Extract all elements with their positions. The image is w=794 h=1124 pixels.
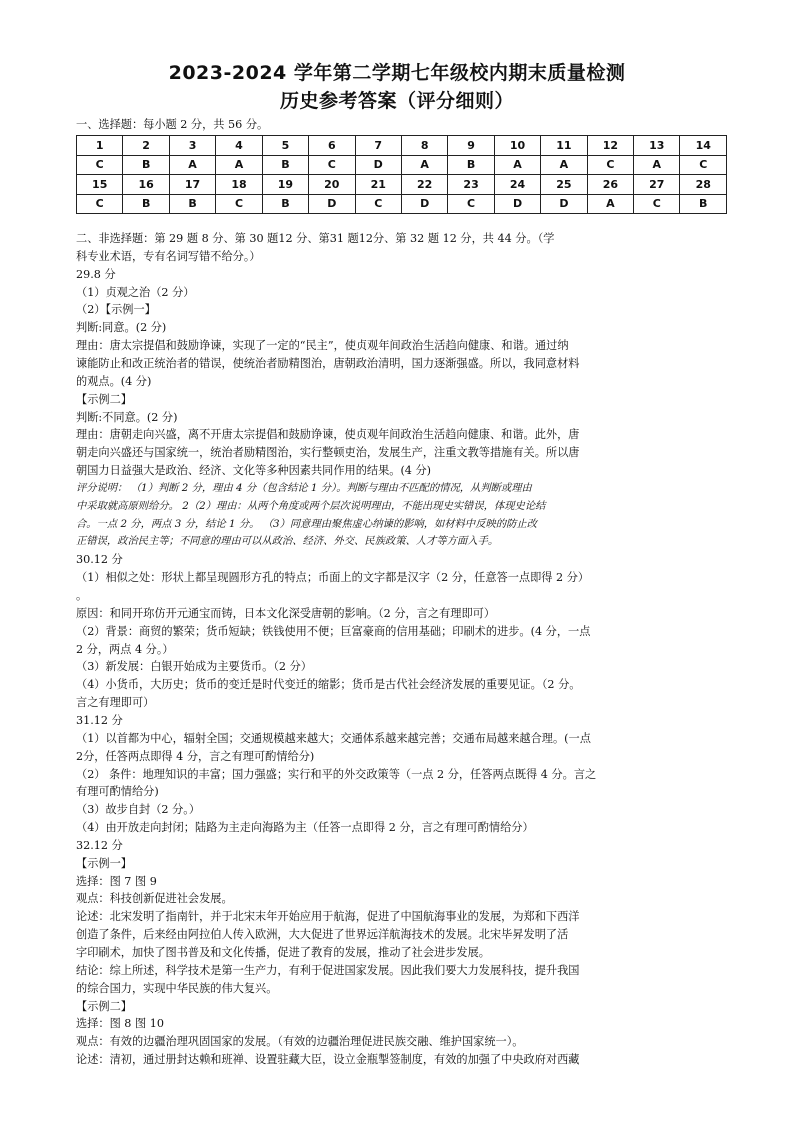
text-line: 2 分，两点 4 分。） bbox=[76, 642, 174, 656]
text-line: 。 bbox=[76, 589, 88, 602]
answer-cell: A bbox=[494, 155, 540, 175]
text-line: 32.12 分 bbox=[76, 838, 123, 852]
text-line: （2）【示例一】 bbox=[76, 303, 156, 317]
answer-cell: C bbox=[448, 194, 494, 214]
text-line: 【示例一】 bbox=[76, 856, 132, 870]
text-line: （2） 条件：地理知识的丰富；国力强盛；实行和平的外交政策等（一点 2 分，任答两点既得 4 分。言之 bbox=[76, 767, 597, 781]
text-line: 朝国力日益强大是政治、经济、文化等多种因素共同作用的结果。(4 分) bbox=[76, 464, 432, 478]
question-number-cell: 6 bbox=[309, 136, 355, 156]
text-line: 中采取就高原则给分。 2（2）理由：从两个角度或两个层次说明理由，不能出现史实错误，体现史论结 bbox=[76, 499, 546, 512]
text-line: 二、非选择题：第 29 题 8 分、第 30 题12 分、第31 题12分、第 32 题 12 分，共 44 分。（学 bbox=[76, 232, 555, 245]
text-line: 创造了条件，后来经由阿拉伯人传入欧洲，大大促进了世界远洋航海技术的发展。北宋毕昇发明了活 bbox=[76, 928, 569, 942]
question-number-cell: 20 bbox=[309, 175, 355, 195]
text-line: （2）背景：商贸的繁荣；货币短缺；铁钱使用不便；巨富豪商的信用基础；印刷术的进步。(4 分，一点 bbox=[76, 624, 591, 638]
answer-cell: A bbox=[401, 155, 447, 175]
text-line: 谏能防止和改正统治者的错误，使统治者励精图治，唐朝政治清明，国力逐渐强盛。所以，我同意材料 bbox=[76, 356, 580, 370]
text-line: 【示例二】 bbox=[76, 392, 132, 406]
text-line: 31.12 分 bbox=[76, 713, 123, 727]
answer-cell: C bbox=[355, 194, 401, 214]
question-number-cell: 28 bbox=[680, 175, 727, 195]
text-line: 2分，任答两点即得 4 分，言之有理可酌情给分) bbox=[76, 749, 315, 763]
document-title: 2023-2024 学年第二学期七年级校内期末质量检测 bbox=[168, 62, 626, 84]
answer-cell: A bbox=[169, 155, 215, 175]
text-line: 理由：唐朝走向兴盛，离不开唐太宗提倡和鼓励诤谏，使贞观年间政治生活趋向健康、和谐。此外，唐 bbox=[76, 428, 580, 442]
question-number-cell: 2 bbox=[123, 136, 169, 156]
answer-cell: C bbox=[77, 194, 123, 214]
text-line: 言之有理即可） bbox=[76, 696, 155, 710]
section-heading-choice: 一、选择题：每小题 2 分，共 56 分。 bbox=[76, 118, 269, 131]
question-number-cell: 4 bbox=[216, 136, 262, 156]
text-line: 论述：清初，通过册封达赖和班禅、设置驻藏大臣，设立金瓶掣签制度，有效的加强了中央政府对西藏 bbox=[76, 1053, 580, 1067]
answer-cell: B bbox=[262, 155, 308, 175]
question-number-row bbox=[77, 136, 727, 156]
answer-cell: D bbox=[401, 194, 447, 214]
text-line: 正错误，政治民主等；不同意的理由可以从政治、经济、外交、民族政策、人才等方面入手。 bbox=[76, 535, 499, 548]
question-number-cell: 17 bbox=[169, 175, 215, 195]
answer-cell: A bbox=[216, 155, 262, 175]
document-subtitle: 历史参考答案（评分细则） bbox=[279, 90, 514, 112]
text-line: 合。一点 2 分，两点 3 分，结论 1 分。 （3）同意理由聚焦虚心纳谏的影响，如材料中反映的防止改 bbox=[76, 517, 537, 530]
answer-cell: D bbox=[541, 194, 587, 214]
answer-cell: C bbox=[680, 155, 727, 175]
text-line: （1）贞观之治（2 分） bbox=[76, 285, 195, 299]
answer-cell: C bbox=[587, 155, 633, 175]
question-number-cell: 9 bbox=[448, 136, 494, 156]
question-number-cell: 10 bbox=[494, 136, 540, 156]
question-number-cell: 13 bbox=[634, 136, 680, 156]
text-line: （3）故步自封（2 分。） bbox=[76, 803, 201, 817]
answer-cell: B bbox=[680, 194, 727, 214]
answer-cell: D bbox=[309, 194, 355, 214]
text-line: 的综合国力，实现中华民族的伟大复兴。 bbox=[76, 981, 278, 995]
text-line: （4）小货币，大历史；货币的变迁是时代变迁的缩影；货币是古代社会经济发展的重要见证。（2 分。 bbox=[76, 678, 581, 692]
answer-cell: B bbox=[123, 155, 169, 175]
answer-cell: C bbox=[216, 194, 262, 214]
text-line: （4）由开放走向封闭；陆路为主走向海路为主（任答一点即得 2 分，言之有理可酌情给分） bbox=[76, 821, 534, 835]
answer-cell: C bbox=[77, 155, 123, 175]
question-number-cell: 22 bbox=[401, 175, 447, 195]
question-number-cell: 8 bbox=[401, 136, 447, 156]
text-line: 有理可酌情给分) bbox=[76, 785, 159, 799]
question-number-cell: 25 bbox=[541, 175, 587, 195]
text-line: 科专业术语，专有名词写错不给分。） bbox=[76, 249, 261, 263]
text-line: 观点：有效的边疆治理巩固国家的发展。（有效的边疆治理促进民族交融、维护国家统一）。 bbox=[76, 1035, 524, 1049]
question-number-cell: 7 bbox=[355, 136, 401, 156]
question-number-cell: 16 bbox=[123, 175, 169, 195]
question-number-cell: 26 bbox=[587, 175, 633, 195]
question-number-cell: 15 bbox=[77, 175, 123, 195]
answer-cell: A bbox=[634, 155, 680, 175]
question-number-cell: 1 bbox=[77, 136, 123, 156]
question-number-cell: 5 bbox=[262, 136, 308, 156]
text-line: 朝走向兴盛还与国家统一，统治者励精图治，实行整顿吏治，发展生产，注重文教等措施有关。所以唐 bbox=[76, 446, 580, 460]
text-line: 30.12 分 bbox=[76, 553, 123, 567]
text-line: （1）相似之处：形状上都呈现圆形方孔的特点；币面上的文字都是汉字（2 分，任意答一点即得 2 分） bbox=[76, 571, 590, 585]
question-number-row bbox=[77, 175, 727, 195]
answer-row bbox=[77, 194, 727, 214]
answer-cell: D bbox=[494, 194, 540, 214]
answer-cell: B bbox=[262, 194, 308, 214]
question-number-cell: 19 bbox=[262, 175, 308, 195]
question-number-cell: 12 bbox=[587, 136, 633, 156]
question-number-cell: 24 bbox=[494, 175, 540, 195]
question-number-cell: 27 bbox=[634, 175, 680, 195]
text-line: 选择：图 7 图 9 bbox=[76, 874, 157, 888]
text-line: 判断:不同意。(2 分) bbox=[76, 410, 178, 424]
answer-cell: C bbox=[634, 194, 680, 214]
answer-cell: A bbox=[587, 194, 633, 214]
answer-row bbox=[77, 155, 727, 175]
text-line: 论述：北宋发明了指南针，并于北宋末年开始应用于航海，促进了中国航海事业的发展，为郑和下西洋 bbox=[76, 910, 580, 924]
answer-cell: D bbox=[355, 155, 401, 175]
answer-table bbox=[76, 135, 727, 214]
answer-cell: A bbox=[541, 155, 587, 175]
text-line: 字印刷术，加快了图书普及和文化传播，促进了教育的发展，推动了社会进步发展。 bbox=[76, 946, 490, 959]
text-line: 原因：和同开珎仿开元通宝而铸，日本文化深受唐朝的影响。（2 分，言之有理即可） bbox=[76, 606, 496, 620]
question-number-cell: 23 bbox=[448, 175, 494, 195]
text-line: （1）以首都为中心，辐射全国；交通规模越来越大；交通体系越来越完善；交通布局越来越合理。(一点 bbox=[76, 731, 591, 745]
text-line: 评分说明： （1）判断 2 分，理由 4 分（包含结论 1 分）。判断与理由不匹配的情况，从判断或理由 bbox=[76, 481, 532, 494]
text-line: 判断:同意。(2 分) bbox=[76, 321, 167, 335]
question-number-cell: 21 bbox=[355, 175, 401, 195]
text-line: 的观点。(4 分) bbox=[76, 374, 152, 388]
answer-cell: B bbox=[448, 155, 494, 175]
text-line: 理由：唐太宗提倡和鼓励诤谏，实现了一定的“民主”，使贞观年间政治生活趋向健康、和谐。通过纳 bbox=[76, 339, 569, 353]
answer-cell: C bbox=[309, 155, 355, 175]
text-line: 【示例二】 bbox=[76, 999, 132, 1013]
text-line: 选择：图 8 图 10 bbox=[76, 1017, 164, 1031]
answer-cell: B bbox=[169, 194, 215, 214]
text-line: 结论：综上所述，科学技术是第一生产力，有利于促进国家发展。因此我们要大力发展科技，提升我国 bbox=[76, 963, 580, 977]
question-number-cell: 3 bbox=[169, 136, 215, 156]
question-number-cell: 11 bbox=[541, 136, 587, 156]
text-line: 观点：科技创新促进社会发展。 bbox=[76, 892, 233, 906]
answer-cell: B bbox=[123, 194, 169, 214]
question-number-cell: 18 bbox=[216, 175, 262, 195]
question-number-cell: 14 bbox=[680, 136, 727, 156]
text-line: 29.8 分 bbox=[76, 267, 116, 281]
text-line: （3）新发展：白银开始成为主要货币。（2 分） bbox=[76, 660, 312, 674]
